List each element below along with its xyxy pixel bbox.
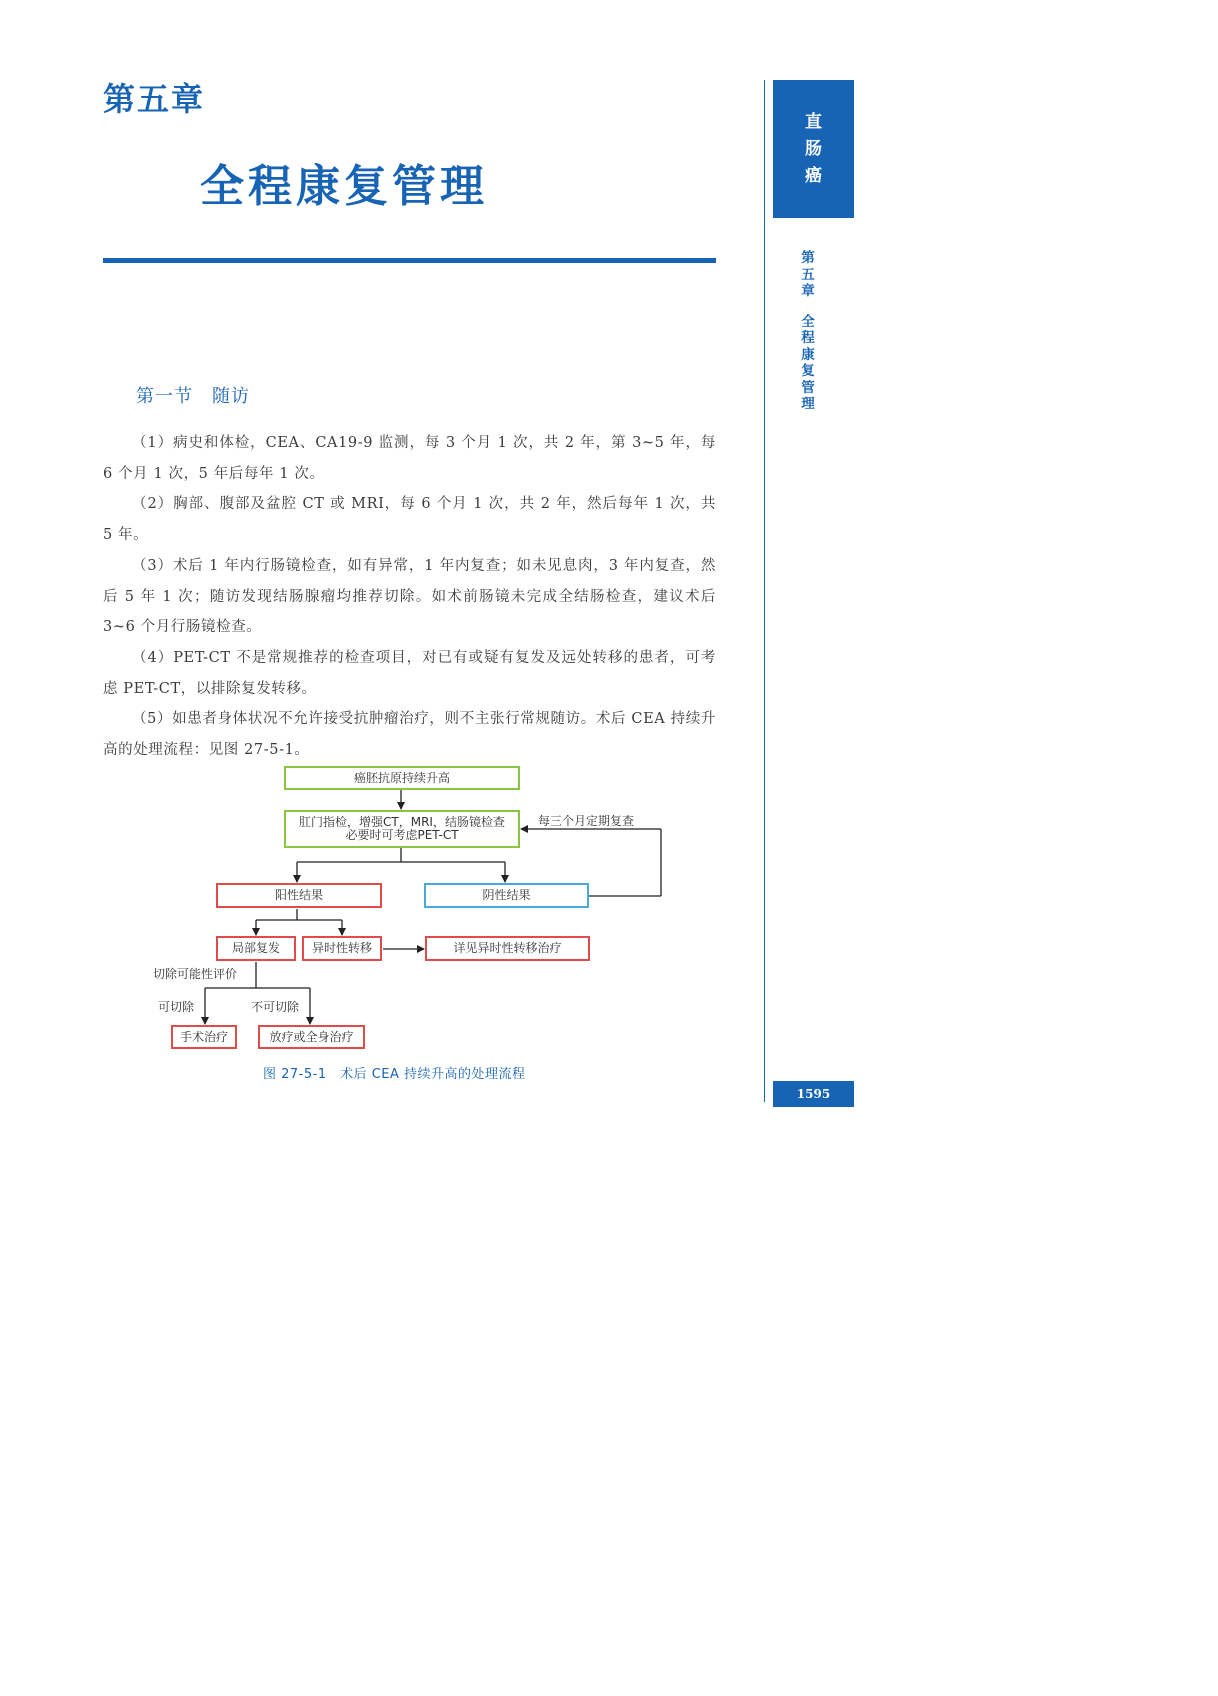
flow-radiation-text: 放疗或全身治疗 <box>269 1029 354 1044</box>
sidebar-char: 程 <box>801 330 815 346</box>
flow-metastasis-text: 异时性转移 <box>311 941 372 955</box>
flow-exam-line1: 肛门指检，增强CT，MRI，结肠镜检查 <box>299 815 505 829</box>
flow-resectability-label: 切除可能性评价 <box>153 967 238 981</box>
paragraph-4: （4）PET-CT 不是常规推荐的检查项目，对已有或疑有复发及远处转移的患者，可考虑 PET-CT，以排除复发转移。 <box>103 649 716 697</box>
sidebar-chapter-vertical <box>798 250 818 413</box>
flow-unresectable-label: 不可切除 <box>251 1000 300 1014</box>
flow-metastasis-box <box>302 936 382 961</box>
sidebar-char: 复 <box>801 363 815 379</box>
flow-recheck-label: 每三个月定期复查 <box>538 814 635 828</box>
sidebar-char: 第 <box>801 250 815 266</box>
flow-start-text: 癌胚抗原持续升高 <box>353 770 450 785</box>
flow-positive-text: 阳性结果 <box>274 888 323 902</box>
sidebar-char: 康 <box>801 346 815 363</box>
sidebar-char: 五 <box>801 266 815 283</box>
flow-local-text: 局部复发 <box>231 941 280 955</box>
paragraph-3: （3）术后 1 年内行肠镜检查，如有异常，1 年内复查；如未见息肉，3 年内复查，然后 5 年 1 次；随访发现结肠腺瘤均推荐切除。如术前肠镜未完成全结肠检查，建议术后 3~6 个月行肠镜检查。 <box>103 557 716 636</box>
flow-exam-box <box>284 810 520 848</box>
flow-metastasis-detail-box <box>425 936 590 961</box>
chapter-title: 全程康复管理 <box>200 161 488 212</box>
sidebar-rule <box>764 80 765 1102</box>
section-heading: 第一节 随访 <box>136 386 250 407</box>
flow-negative-text: 阴性结果 <box>482 888 531 902</box>
flow-surgery-box <box>171 1025 237 1049</box>
flow-positive-box <box>216 883 382 908</box>
sidebar-book-tab <box>773 80 854 218</box>
sidebar-char: 管 <box>801 379 815 396</box>
flow-exam-line2: 必要时可考虑PET-CT <box>345 828 459 842</box>
sidebar-char: 全 <box>801 313 815 330</box>
figure-caption: 图 27-5-1 术后 CEA 持续升高的处理流程 <box>263 1067 526 1082</box>
sidebar-book-char: 肠 <box>805 138 822 159</box>
flow-surgery-text: 手术治疗 <box>179 1029 228 1044</box>
flow-metastasis-detail-text: 详见异时性转移治疗 <box>453 941 562 955</box>
flow-start-box <box>284 766 520 790</box>
flow-radiation-box <box>258 1025 365 1049</box>
chapter-label: 第五章 <box>103 80 206 118</box>
paragraph-1: （1）病史和体检，CEA、CA19-9 监测，每 3 个月 1 次，共 2 年，第 3~5 年，每 6 个月 1 次，5 年后每年 1 次。 <box>103 435 716 482</box>
paragraph-5: （5）如患者身体状况不允许接受抗肿瘤治疗，则不主张行常规随访。术后 CEA 持续升高的处理流程：见图 27-5-1。 <box>103 711 716 759</box>
title-rule <box>103 258 716 263</box>
sidebar-char: 章 <box>801 283 815 299</box>
sidebar-char: 理 <box>801 396 815 412</box>
flow-negative-box <box>424 883 589 908</box>
sidebar-book-char: 癌 <box>805 165 822 186</box>
paragraph-2: （2）胸部、腹部及盆腔 CT 或 MRI，每 6 个月 1 次，共 2 年，然后每年 1 次，共 5 年。 <box>103 496 716 544</box>
sidebar-book-char: 直 <box>805 111 822 132</box>
body-text <box>103 428 716 766</box>
flow-local-box <box>216 936 296 961</box>
flow-resectable-label: 可切除 <box>158 1000 195 1014</box>
page-number: 1595 <box>773 1081 854 1107</box>
